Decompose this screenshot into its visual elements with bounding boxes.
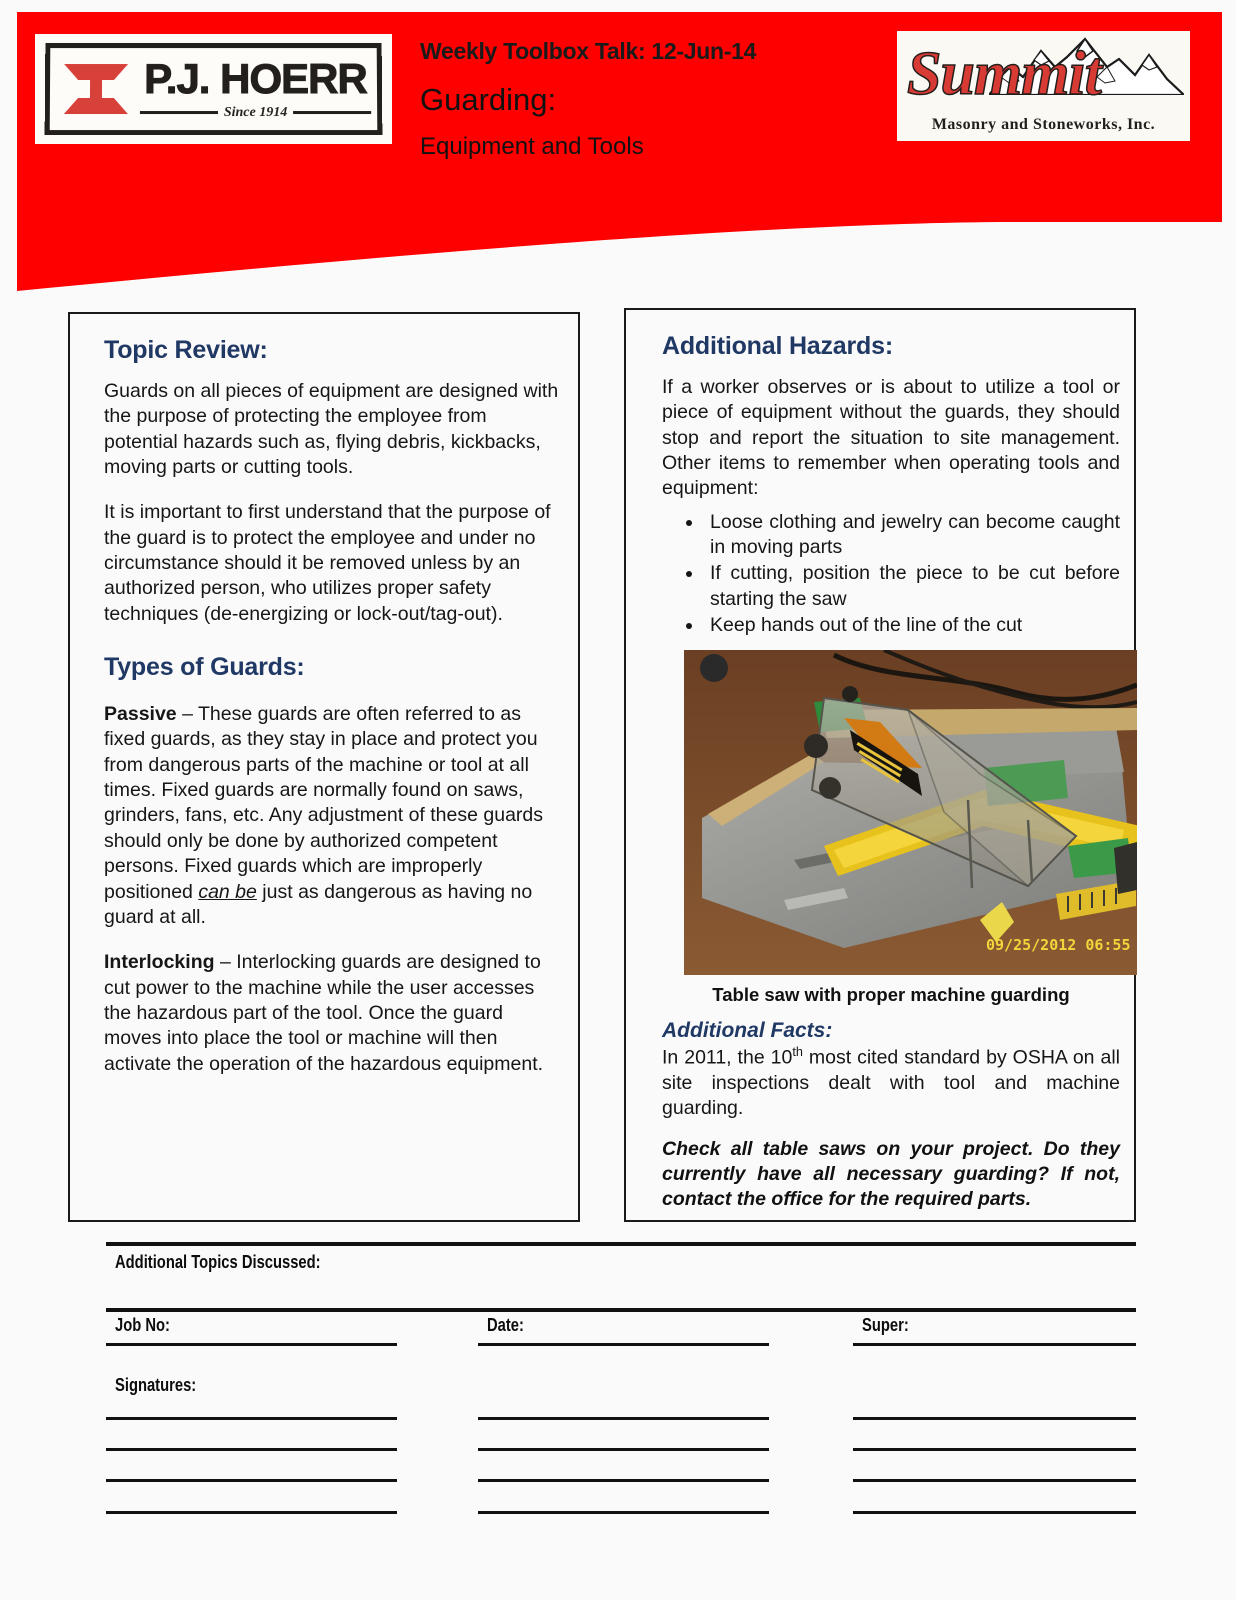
rule-right (293, 111, 371, 114)
signature-field[interactable] (478, 1417, 769, 1420)
additional-topics-label: Additional Topics Discussed: (115, 1252, 321, 1272)
signature-field[interactable] (478, 1448, 769, 1451)
interlocking-guard-paragraph (104, 950, 562, 1077)
passive-text-part-1: – These guards are often referred to as fixed guards, as they stay in place and protect you from dangerous parts of the machine or tool at all times. Fixed guards are normally found on saws, grinders, fans, etc. Any adjustment of these guards should only be done by authorized competent persons. Fixed guards which are improperly positioned (104, 703, 543, 903)
passive-label: Passive (104, 703, 177, 726)
signature-field[interactable] (853, 1448, 1136, 1451)
signature-field[interactable] (478, 1479, 769, 1482)
topic-paragraph-2: It is important to first understand that the purpose of the guard is to protect the employee and under no circumstance should it be removed unless by an authorized person, who utilizes proper safety techniques (de-energizing or lock-out/tag-out). (104, 501, 551, 625)
summit-logo-name: Summit (907, 40, 1101, 108)
facts-text-pre: In 2011, the 10 (662, 1046, 793, 1069)
signature-field[interactable] (853, 1479, 1136, 1482)
rule-left (140, 111, 218, 114)
interlocking-label: Interlocking (104, 951, 215, 974)
list-item: • Keep hands out of the line of the cut (704, 613, 1120, 638)
signature-field[interactable] (106, 1479, 397, 1482)
toolbox-talk-date: Weekly Toolbox Talk: 12-Jun-14 (420, 38, 757, 64)
types-of-guards-heading: Types of Guards: (104, 653, 305, 682)
pj-hoerr-logo-name: P.J. HOERR (144, 54, 367, 102)
date-field[interactable] (478, 1343, 769, 1346)
summit-logo (897, 31, 1190, 141)
topic-review-panel (68, 312, 580, 1222)
table-saw-photo-graphic (684, 650, 1137, 975)
page-title: Guarding: (420, 81, 557, 117)
signature-field[interactable] (106, 1448, 397, 1451)
header-banner (0, 0, 1236, 300)
job-no-field[interactable] (106, 1343, 397, 1346)
page-subtitle: Equipment and Tools (420, 132, 644, 160)
summit-logo-tagline: Masonry and Stoneworks, Inc. (931, 116, 1156, 133)
date-label: Date: (487, 1315, 524, 1335)
call-to-action-text: Check all table saws on your project. Do they currently have all necessary guarding? If not, contact the office for the required parts. (662, 1137, 1120, 1211)
additional-hazards-panel (624, 308, 1136, 1222)
i-beam-icon (64, 62, 128, 116)
signatures-label: Signatures: (115, 1375, 197, 1395)
hazards-intro-paragraph: If a worker observes or is about to utilize a tool or piece of equipment without the guards, they should stop and report the situation to site management. Other items to remember when operating tools and equipment: (662, 376, 1120, 500)
passive-emphasis: can be (198, 880, 257, 903)
passive-guard-paragraph (104, 702, 562, 930)
topic-paragraph-1: Guards on all pieces of equipment are designed with the purpose of protecting the employee from potential hazards such as, flying debris, kickbacks, moving parts or cutting tools. (104, 380, 559, 479)
list-item: • Loose clothing and jewelry can become caught in moving parts (704, 510, 1120, 561)
divider-below-topics (106, 1308, 1136, 1312)
signature-field[interactable] (478, 1511, 769, 1514)
signature-field[interactable] (106, 1417, 397, 1420)
hazards-bullet-list (666, 510, 1120, 639)
signature-field[interactable] (106, 1511, 397, 1514)
photo-caption: Table saw with proper machine guarding (712, 984, 1070, 1006)
header-title-block (420, 38, 880, 160)
additional-facts-text (662, 1044, 1120, 1120)
job-no-label: Job No: (115, 1315, 170, 1335)
additional-topics-input[interactable] (115, 1274, 1130, 1304)
super-field[interactable] (853, 1343, 1136, 1346)
photo-timestamp: 09/25/2012 06:55 (986, 936, 1131, 955)
table-saw-photo (684, 650, 1137, 975)
facts-text-post: most cited standard by OSHA on all site inspections dealt with tool and machine guarding. (662, 1046, 1120, 1119)
pj-hoerr-tagline: Since 1914 (223, 104, 288, 120)
list-item: • If cutting, position the piece to be cut before starting the saw (704, 561, 1120, 612)
divider-above-topics (106, 1242, 1136, 1246)
topic-review-heading: Topic Review: (104, 336, 268, 364)
signature-field[interactable] (853, 1417, 1136, 1420)
super-label: Super: (862, 1315, 909, 1335)
signature-form (0, 1230, 1236, 1600)
pj-hoerr-tagline-row (134, 105, 377, 121)
passive-text-part-2: just as dangerous as having no guard at all. (104, 880, 533, 928)
signature-field[interactable] (853, 1511, 1136, 1514)
pj-hoerr-logo (35, 34, 392, 144)
interlocking-text: – Interlocking guards are designed to cut power to the machine while the user accesses the hazardous part of the tool. Once the guard moves into place the tool or machine will then activate the operation of the hazardous equipment. (104, 951, 544, 1075)
additional-facts-heading: Additional Facts: (662, 1019, 833, 1043)
additional-hazards-heading: Additional Hazards: (662, 332, 893, 360)
facts-ordinal-suffix: th (792, 1045, 803, 1060)
